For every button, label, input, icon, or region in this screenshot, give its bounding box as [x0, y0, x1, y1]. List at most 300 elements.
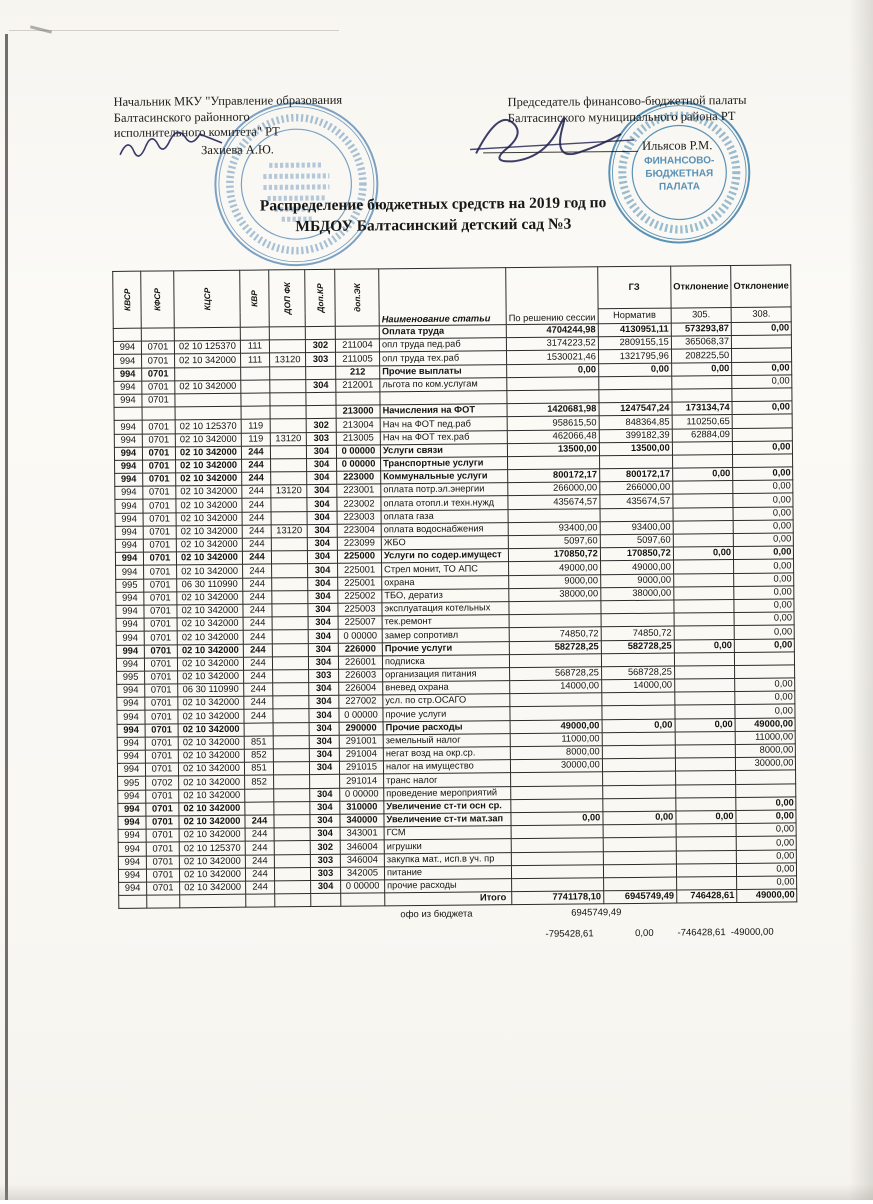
- cell-name: Итого: [385, 892, 512, 906]
- cell-dopek: 340000: [340, 814, 384, 828]
- cell-dopfk: [270, 419, 306, 433]
- cell-dev305: 208225,50: [671, 349, 731, 363]
- cell-kvr: 244: [245, 841, 274, 854]
- cell-kvr: 244: [246, 881, 275, 894]
- cell-dopfk: [275, 880, 311, 894]
- cell-kvsr: [119, 895, 147, 908]
- cell-dopkr: [305, 326, 335, 339]
- cell-kvsr: 994: [114, 368, 142, 381]
- cell-kfsr: 0701: [144, 565, 177, 579]
- cell-name: усл. по стр.ОСАГО: [383, 694, 510, 708]
- cell-dopfk: [273, 762, 309, 776]
- cell-name: Услуги по содер.имущест: [381, 549, 508, 563]
- cell-dopkr: 304: [308, 643, 338, 656]
- cell-kvsr: 994: [116, 658, 144, 671]
- cell-dev305: [674, 652, 734, 666]
- cell-dopkr: 304: [310, 788, 340, 801]
- cell-dev308: [732, 388, 792, 402]
- cell-kcsr: 06 30 110990: [177, 578, 243, 592]
- cell-dev308: 0,00: [734, 586, 794, 600]
- cell-kfsr: 0701: [144, 658, 177, 672]
- cell-kvr: 244: [245, 828, 274, 841]
- cell-name: Начисления на ФОТ: [380, 404, 507, 418]
- cell-gz: 568728,25: [601, 666, 674, 680]
- cell-name: оплата газа: [381, 509, 508, 523]
- cell-dev305: [674, 679, 734, 693]
- cell-dopkr: 304: [308, 656, 338, 669]
- cell-dopkr: 304: [309, 735, 339, 748]
- cell-name: игрушки: [384, 839, 511, 853]
- cell-dopek: 227002: [339, 695, 383, 709]
- cell-dopfk: [271, 498, 307, 512]
- cell-name: прочие услуги: [383, 707, 510, 721]
- cell-gz: [603, 864, 676, 878]
- cell-dev305: [676, 863, 736, 877]
- cell-session: [509, 614, 601, 628]
- cell-kvsr: 994: [115, 473, 143, 486]
- cell-session: 1530021,46: [506, 350, 598, 364]
- cell-gz: 848364,85: [599, 415, 672, 429]
- cell-dopek: 290000: [339, 721, 383, 735]
- cell-gz: 582728,25: [601, 640, 674, 654]
- cell-name: охрана: [382, 575, 509, 589]
- cell-dopfk: [272, 590, 308, 604]
- signatory-left-line1: Начальник МКУ "Управление образования: [113, 92, 343, 109]
- signatory-right-line2: Балтасинского муниципального района РТ: [507, 108, 736, 125]
- cell-kvsr: 994: [114, 447, 142, 460]
- cell-kcsr: 02 10 342000: [178, 723, 244, 737]
- cell-kvsr: 994: [117, 737, 145, 750]
- cell-dopek: 223001: [337, 484, 381, 498]
- cell-kvsr: 994: [116, 566, 144, 579]
- cell-session: 30000,00: [510, 759, 602, 773]
- cell-dev308: [736, 783, 796, 797]
- cell-kvsr: 994: [117, 724, 145, 737]
- cell-dopek: 346004: [340, 840, 384, 854]
- cell-kcsr: [180, 894, 246, 908]
- cell-gz: [602, 771, 675, 785]
- cell-dev305: [672, 454, 732, 468]
- cell-dev308: 0,00: [731, 322, 791, 336]
- cell-dev305: 173134,74: [672, 402, 732, 416]
- cell-kcsr: 02 10 342000: [178, 670, 244, 684]
- cell-dopkr: 303: [310, 854, 340, 867]
- cell-gz: [602, 785, 675, 799]
- cell-dopek: 225001: [338, 576, 382, 590]
- column-header-kfsr: [141, 271, 175, 328]
- cell-kvr: 244: [243, 591, 272, 604]
- cell-dev308: [733, 454, 793, 468]
- cell-dev305: 0,00: [672, 468, 732, 482]
- cell-dopfk: [271, 472, 307, 486]
- cell-dopek: 223099: [337, 537, 381, 551]
- cell-dopek: 291001: [339, 735, 383, 749]
- cell-session: [511, 851, 603, 865]
- cell-kfsr: 0701: [146, 803, 179, 817]
- column-header-dopek-label: доп.ЭК: [351, 283, 362, 312]
- column-header-deviation-305: Отклонение: [670, 266, 731, 309]
- column-header-deviation-308: Отклонение: [731, 265, 792, 308]
- cell-name: ТБО, дератиз: [382, 588, 509, 602]
- cell-kfsr: 0701: [146, 829, 179, 843]
- cell-dopkr: 304: [307, 537, 337, 550]
- cell-dopkr: 304: [310, 801, 340, 814]
- cell-kvr: 244: [242, 459, 271, 472]
- cell-kvr: 244: [244, 670, 273, 683]
- cell-kfsr: 0701: [142, 420, 175, 434]
- cell-kvsr: 994: [118, 869, 146, 882]
- cell-name: ГСМ: [384, 826, 511, 840]
- cell-dev308: 0,00: [736, 823, 796, 837]
- cell-dopek: 310000: [340, 801, 384, 815]
- cell-kfsr: 0701: [145, 710, 178, 724]
- cell-gz: 6945749,49: [603, 890, 676, 904]
- cell-kfsr: 0701: [145, 723, 178, 737]
- cell-kfsr: 0701: [143, 499, 176, 513]
- cell-session: 14000,00: [510, 680, 602, 694]
- cell-kvsr: 994: [117, 697, 145, 710]
- cell-kcsr: 02 10 342000: [179, 776, 245, 790]
- cell-kfsr: [147, 895, 180, 909]
- cell-dev308: 0,00: [735, 678, 795, 692]
- cell-kcsr: 02 10 342000: [176, 538, 242, 552]
- cell-name: Оплата труда: [379, 325, 506, 339]
- cell-dopek: 0 00000: [338, 629, 382, 643]
- cell-dev308: 0,00: [732, 361, 792, 375]
- cell-gz: [601, 613, 674, 627]
- cell-name: подписка: [382, 654, 509, 668]
- cell-dev305: [674, 613, 734, 627]
- cell-dev308: 0,00: [734, 625, 794, 639]
- cell-session: [511, 799, 603, 813]
- signatory-left-line3: исполнительного комитета" РТ: [113, 124, 280, 140]
- cell-dopek: [341, 893, 385, 907]
- cell-dopfk: [274, 788, 310, 802]
- cell-kvr: 244: [244, 696, 273, 709]
- cell-dev305: [672, 388, 732, 402]
- cell-kfsr: 0701: [145, 697, 178, 711]
- cell-dopek: 343001: [340, 827, 384, 841]
- cell-kvr: [240, 327, 269, 340]
- cell-dopkr: [306, 405, 336, 418]
- cell-session: 4704244,98: [506, 324, 598, 338]
- table-header: [113, 265, 792, 329]
- cell-name: Прочие услуги: [382, 641, 509, 655]
- cell-dopek: 211005: [336, 352, 380, 366]
- cell-kfsr: 0701: [142, 367, 175, 381]
- cell-dev305: 0,00: [673, 547, 733, 561]
- cell-kvr: 244: [243, 617, 272, 630]
- cell-kcsr: 02 10 342000: [179, 802, 245, 816]
- cell-kvr: 244: [245, 854, 274, 867]
- cell-dopkr: 304: [307, 524, 337, 537]
- cell-dopfk: [272, 617, 308, 631]
- cell-dopek: 212001: [336, 379, 380, 393]
- cell-name: оплата потр.эл.энергии: [381, 483, 508, 497]
- column-header-session: По решению сессии: [506, 267, 598, 325]
- cell-kvr: [245, 788, 274, 801]
- cell-kcsr: 02 10 342000: [176, 551, 242, 565]
- cell-kvsr: 994: [115, 552, 143, 565]
- column-header-dopkr: [305, 269, 336, 326]
- cell-name: замер сопротивл: [382, 628, 509, 642]
- cell-name: тек.ремонт: [382, 615, 509, 629]
- cell-kfsr: 0701: [143, 473, 176, 487]
- cell-dev308: [732, 348, 792, 362]
- cell-gz: 0,00: [602, 719, 675, 733]
- cell-kfsr: 0701: [144, 644, 177, 658]
- cell-gz: 74850,72: [601, 626, 674, 640]
- cell-name: питание: [384, 865, 511, 879]
- cell-dev305: [676, 824, 736, 838]
- cell-session: [511, 864, 603, 878]
- cell-dev308: 0,00: [734, 599, 794, 613]
- cell-gz: [603, 877, 676, 891]
- cell-dev305: 110250,65: [672, 415, 732, 429]
- cell-kvr: 111: [241, 353, 270, 366]
- column-header-kvsr-label: КВСР: [121, 288, 132, 312]
- cell-name: Нач на ФОТ пед.раб: [380, 417, 507, 431]
- cell-kvsr: 994: [115, 539, 143, 552]
- cell-kvr: 244: [243, 630, 272, 643]
- cell-name: налог на имущество: [383, 760, 510, 774]
- cell-kvr: 119: [241, 419, 270, 432]
- cell-kcsr: 02 10 342000: [176, 499, 242, 513]
- round-stamp-education: [211, 98, 383, 270]
- cell-kcsr: 02 10 342000: [178, 749, 244, 763]
- cell-dopfk: [274, 815, 310, 829]
- cell-kfsr: 0702: [146, 776, 179, 790]
- cell-dopkr: [311, 893, 341, 906]
- cell-kvsr: 994: [115, 513, 143, 526]
- cell-kcsr: 02 10 342000: [179, 828, 245, 842]
- cell-gz: [602, 758, 675, 772]
- cell-dopkr: 304: [307, 550, 337, 563]
- cell-kcsr: 02 10 342000: [177, 591, 243, 605]
- cell-kvr: 119: [241, 432, 270, 445]
- cell-dev305: [674, 586, 734, 600]
- cell-kcsr: 02 10 342000: [177, 657, 243, 671]
- cell-dopkr: 304: [310, 827, 340, 840]
- cell-kvsr: 994: [114, 394, 142, 407]
- cell-kfsr: 0701: [143, 512, 176, 526]
- cell-session: 0,00: [511, 812, 603, 826]
- cell-dev308: 0,00: [733, 533, 793, 547]
- cell-dev308: 0,00: [735, 691, 795, 705]
- cell-dev308: [732, 414, 792, 428]
- cell-kcsr: 02 10 342000: [177, 644, 243, 658]
- cell-kvr: 244: [243, 643, 272, 656]
- cell-dopek: 225002: [338, 590, 382, 604]
- cell-session: [507, 377, 599, 391]
- cell-dev308: 0,00: [733, 480, 793, 494]
- cell-kcsr: 02 10 342000: [177, 617, 243, 631]
- cell-dopkr: 304: [308, 630, 338, 643]
- cell-dopfk: [271, 551, 307, 565]
- cell-dopkr: 304: [306, 379, 336, 392]
- cell-dev308: 0,00: [734, 612, 794, 626]
- cell-dopkr: 304: [308, 590, 338, 603]
- cell-kfsr: 0701: [142, 354, 175, 368]
- cell-dopfk: [270, 406, 306, 420]
- cell-dopek: 223002: [337, 497, 381, 511]
- cell-dev308: [732, 427, 792, 441]
- cell-dev308: 0,00: [737, 863, 797, 877]
- column-header-dopfk-label: ДОП ФК: [281, 282, 292, 315]
- cell-session: 462066,48: [507, 429, 599, 443]
- cell-session: [511, 838, 603, 852]
- cell-dopkr: 304: [308, 603, 338, 616]
- cell-session: 38000,00: [509, 588, 601, 602]
- cell-kvr: 244: [242, 525, 271, 538]
- column-header-kvr-label: КВР: [249, 290, 260, 307]
- table-body: [113, 322, 797, 909]
- cell-dopek: 213000: [336, 405, 380, 419]
- cell-dopek: 212: [336, 365, 380, 379]
- cell-dev308: [731, 335, 791, 349]
- cell-gz: [599, 455, 672, 469]
- cell-gz: 266000,00: [600, 481, 673, 495]
- cell-dev305: [675, 744, 735, 758]
- cell-dopek: 0 00000: [341, 880, 385, 894]
- cell-dev305: [673, 533, 733, 547]
- document-title-line2: МБДОУ Балтасинский детский сад №3: [295, 215, 572, 236]
- cell-dev308: 0,00: [736, 797, 796, 811]
- cell-session: 1420681,98: [507, 403, 599, 417]
- cell-gz: [603, 824, 676, 838]
- cell-dev305: [674, 626, 734, 640]
- cell-session: [512, 878, 604, 892]
- cell-kvr: 244: [242, 538, 271, 551]
- cell-dev308: 0,00: [734, 572, 794, 586]
- footer-label: офо из бюджета: [400, 908, 473, 921]
- cell-name: Прочие выплаты: [380, 364, 507, 378]
- cell-kfsr: 0701: [147, 882, 180, 896]
- cell-kvsr: 994: [116, 618, 144, 631]
- cell-session: 958615,50: [507, 416, 599, 430]
- cell-kvr: [241, 366, 270, 379]
- cell-kvsr: 994: [118, 856, 146, 869]
- cell-name: негат возд на окр.ср.: [383, 747, 510, 761]
- cell-session: 93400,00: [508, 522, 600, 536]
- footer-session-delta: -795428,61: [545, 928, 594, 940]
- cell-session: [510, 693, 602, 707]
- cell-kvsr: 994: [116, 645, 144, 658]
- cell-kvsr: 994: [118, 803, 146, 816]
- cell-kcsr: 02 10 342000: [178, 710, 244, 724]
- footer-305-delta: -746428,61: [677, 927, 726, 939]
- cell-dopek: 0 00000: [339, 708, 383, 722]
- cell-kcsr: 02 10 342000: [180, 881, 246, 895]
- cell-kfsr: 0701: [142, 447, 175, 461]
- cell-name: вневед охрана: [383, 681, 510, 695]
- cell-gz: [603, 851, 676, 865]
- cell-kvsr: 994: [118, 790, 146, 803]
- cell-kcsr: 02 10 342000: [179, 855, 245, 869]
- cell-kvr: [244, 723, 273, 736]
- cell-session: 435674,57: [508, 495, 600, 509]
- cell-dopkr: [306, 366, 336, 379]
- cell-dev305: [672, 441, 732, 455]
- cell-dopek: 291004: [339, 748, 383, 762]
- cell-dev305: [675, 784, 735, 798]
- cell-dev305: 0,00: [671, 362, 731, 376]
- cell-name: Стрел монит, ТО АПС: [382, 562, 509, 576]
- cell-gz: 800172,17: [599, 468, 672, 482]
- cell-kvsr: 994: [115, 526, 143, 539]
- cell-dev305: 746428,61: [676, 890, 736, 904]
- cell-dev308: 0,00: [737, 876, 797, 890]
- cell-gz: 49000,00: [600, 560, 673, 574]
- cell-dopek: 223004: [337, 524, 381, 538]
- signatory-right-line1: Председатель финансово-бюджетной палаты: [507, 92, 747, 110]
- cell-kfsr: 0701: [145, 750, 178, 764]
- cell-dev305: [676, 837, 736, 851]
- cell-session: 800172,17: [508, 469, 600, 483]
- cell-dopfk: [272, 656, 308, 670]
- cell-kvr: 244: [245, 815, 274, 828]
- cell-dopek: 0 00000: [337, 458, 381, 472]
- cell-kfsr: 0701: [143, 552, 176, 566]
- cell-kvsr: 994: [117, 684, 145, 697]
- cell-kfsr: 0701: [142, 381, 175, 395]
- cell-kfsr: 0701: [143, 460, 176, 474]
- cell-kcsr: 02 10 125370: [174, 340, 240, 354]
- cell-dev305: 0,00: [676, 810, 736, 824]
- column-header-name: Наименование статьи: [379, 268, 507, 326]
- cell-dopkr: 304: [308, 564, 338, 577]
- cell-gz: [603, 837, 676, 851]
- cell-dopkr: 303: [309, 669, 339, 682]
- cell-dopkr: 304: [309, 761, 339, 774]
- column-header-gz: ГЗ: [597, 266, 670, 309]
- cell-dev305: [676, 876, 736, 890]
- cell-gz: [599, 389, 672, 403]
- cell-dopfk: [270, 379, 306, 393]
- cell-kcsr: 02 10 342000: [175, 354, 241, 368]
- cell-dev308: 30000,00: [736, 757, 796, 771]
- cell-dev305: [673, 573, 733, 587]
- cell-kvr: 244: [242, 551, 271, 564]
- cell-kcsr: 02 10 342000: [176, 512, 242, 526]
- cell-kvsr: 994: [113, 341, 141, 354]
- cell-dopek: 211004: [335, 339, 379, 353]
- cell-dopfk: [272, 564, 308, 578]
- cell-session: 13500,00: [507, 442, 599, 456]
- cell-kfsr: 0701: [146, 816, 179, 830]
- cell-kvsr: 994: [115, 460, 143, 473]
- cell-kvsr: 994: [115, 500, 143, 513]
- cell-kvr: [241, 406, 270, 419]
- cell-kvr: 244: [245, 868, 274, 881]
- cell-kvr: 244: [242, 485, 271, 498]
- cell-gz: 1247547,24: [599, 402, 672, 416]
- stamp-center-line2: БЮДЖЕТНАЯ: [645, 168, 714, 180]
- cell-kcsr: [174, 327, 240, 341]
- cell-dev308: 8000,00: [735, 744, 795, 758]
- cell-dopfk: [270, 393, 306, 407]
- cell-kvr: [241, 393, 270, 406]
- cell-dev305: 573293,87: [671, 323, 731, 337]
- cell-kcsr: 02 10 342000: [178, 736, 244, 750]
- cell-dopfk: [275, 894, 311, 908]
- cell-kfsr: 0701: [145, 684, 178, 698]
- cell-name: [380, 391, 507, 405]
- cell-dopek: 226004: [339, 682, 383, 696]
- cell-dev308: 49000,00: [737, 889, 797, 903]
- column-header-kfsr-label: КФСР: [152, 288, 163, 311]
- cell-gz: 93400,00: [600, 521, 673, 535]
